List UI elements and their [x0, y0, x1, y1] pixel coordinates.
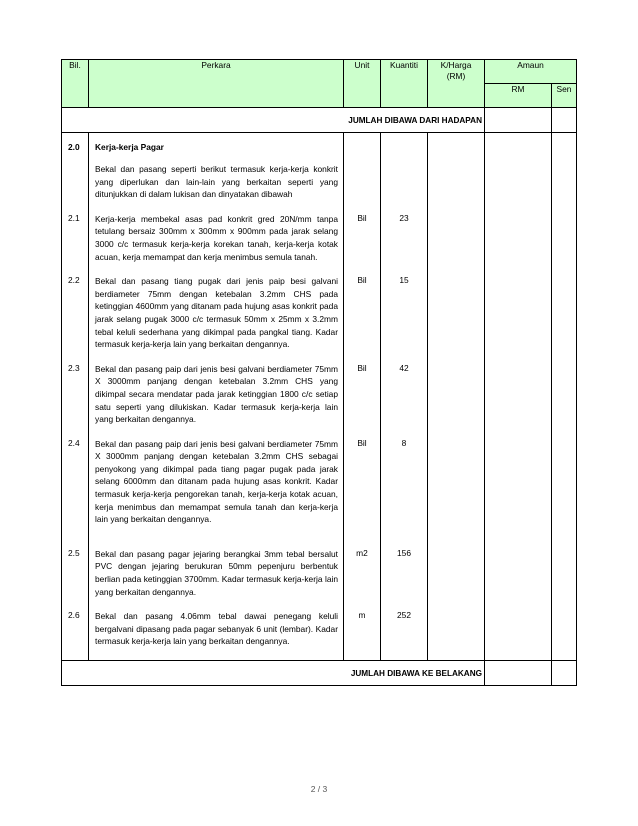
item-number: 2.6 — [68, 610, 80, 621]
col-header-kuantiti: Kuantiti — [381, 60, 428, 108]
col-header-sen: Sen — [552, 84, 577, 108]
item-description: Bekal dan pasang paip dari jenis besi galvani berdiameter 75mm X 3000mm panjang dengan ketebalan 3.2mm CHS sebagai penyokong yang dikimpal pada tiang pagar pugak pada jarak selang 6000mm dan ditanam pada hujung asas konkrit. Kadar termasuk kerja-kerja pengorekan tanah, kerja-kerja kotak acuan, kerja menimbus dan memampat semula tanah dan kerja-kerja lain yang berkaitan dengannya. — [95, 438, 338, 525]
col-header-kharga-line2: (RM) — [446, 71, 466, 81]
section-intro: Bekal dan pasang seperti berikut termasuk kerja-kerja konkrit yang diperlukan dan lain-lain yang berkaitan seperti yang ditunjukkan di dalam lukisan dan dinyatakan dibawah — [95, 164, 338, 200]
col-header-bil: Bil. — [62, 60, 89, 108]
bill-of-quantities-table — [61, 59, 577, 686]
item-description: Kerja-kerja membekal asas pad konkrit gred 20N/mm tanpa tetulang bersaiz 300mm x 300mm x 900mm pada jarak selang 3000 c/c termasuk kerja-kerja korekan tanah, kerja-kerja kotak acuan, kerja memampat dan kerja menimbus semula tanah. — [95, 213, 338, 262]
brought-forward-label: JUMLAH DIBAWA DARI HADAPAN — [62, 108, 485, 133]
item-quantity: 8 — [401, 437, 407, 448]
brought-forward-sen — [552, 108, 577, 133]
section-number: 2.0 — [68, 142, 80, 152]
item-description: Bekal dan pasang tiang pugak dari jenis paip besi galvani berdiameter 75mm dengan ketebalan 3.2mm CHS pada ketinggian 4600mm yang ditanam pada hujung asas konkrit pada jarak selang pugak 3000 c/c termasuk 50mm x 25mm x 3.2mm tebal keluli sederhana yang dikimpal pada pangkal tiang. Kadar termasuk kerja-kerja lain yang berkaitan dengannya. — [95, 276, 338, 350]
col-header-kharga — [428, 60, 485, 108]
carried-forward-label: JUMLAH DIBAWA KE BELAKANG — [62, 661, 485, 686]
item-number: 2.3 — [68, 362, 80, 373]
perkara-column — [89, 133, 344, 661]
item-unit: Bil — [357, 212, 367, 223]
item-unit: m — [358, 610, 366, 621]
item-quantity: 15 — [399, 275, 409, 286]
item-number: 2.5 — [68, 547, 80, 558]
items-body-row — [62, 133, 577, 661]
brought-forward-rm — [485, 108, 552, 133]
item-unit: Bil — [357, 275, 367, 286]
rm-column — [485, 133, 552, 661]
item-quantity: 23 — [399, 212, 409, 223]
item-unit: Bil — [357, 362, 367, 373]
bil-column — [62, 133, 89, 661]
kharga-column — [428, 133, 485, 661]
item-description-list — [95, 213, 338, 660]
item-quantity: 156 — [397, 547, 411, 558]
unit-column — [344, 133, 381, 661]
item-quantity: 42 — [399, 362, 409, 373]
item-unit: Bil — [357, 437, 367, 448]
col-header-unit: Unit — [344, 60, 381, 108]
sen-column — [552, 133, 577, 661]
item-unit: m2 — [356, 547, 368, 558]
brought-forward-row — [62, 108, 577, 133]
col-header-kharga-line1: K/Harga — [440, 60, 472, 70]
carried-forward-rm — [485, 661, 552, 686]
carried-forward-sen — [552, 661, 577, 686]
item-description: Bekal dan pasang paip dari jenis besi galvani berdiameter 75mm X 3000mm panjang dengan ketebalan 3.2mm CHS yang dikimpal secara mendatar pada jarak ketinggian 1800 c/c setiap satu seperti yang dilukiskan. Kadar termasuk kerja-kerja lain yang berkaitan dengannya. — [95, 363, 338, 425]
item-number: 2.1 — [68, 212, 80, 223]
item-quantity: 252 — [397, 610, 411, 621]
item-description: Bekal dan pasang pagar jejaring berangkai 3mm tebal bersalut PVC dengan jejaring berukuran 50mm pepenjuru berbentuk berlian pada ketinggian 3700mm. Kadar termasuk kerja-kerja lain yang berkaitan dengannya. — [95, 548, 338, 597]
item-description: Bekal dan pasang 4.06mm tebal dawai penegang keluli bergalvani dipasang pada pagar sebanyak 6 unit (lembar). Kadar termasuk kerja-kerja lain yang berkaitan dengannya. — [95, 611, 338, 647]
section-title: Kerja-kerja Pagar — [95, 142, 164, 152]
kuantiti-column — [381, 133, 428, 661]
col-header-amaun: Amaun — [485, 60, 577, 84]
item-number: 2.2 — [68, 275, 80, 286]
col-header-rm: RM — [485, 84, 552, 108]
item-number: 2.4 — [68, 437, 80, 448]
carried-forward-row — [62, 661, 577, 686]
col-header-perkara: Perkara — [89, 60, 344, 108]
page-number: 2 / 3 — [310, 784, 328, 794]
